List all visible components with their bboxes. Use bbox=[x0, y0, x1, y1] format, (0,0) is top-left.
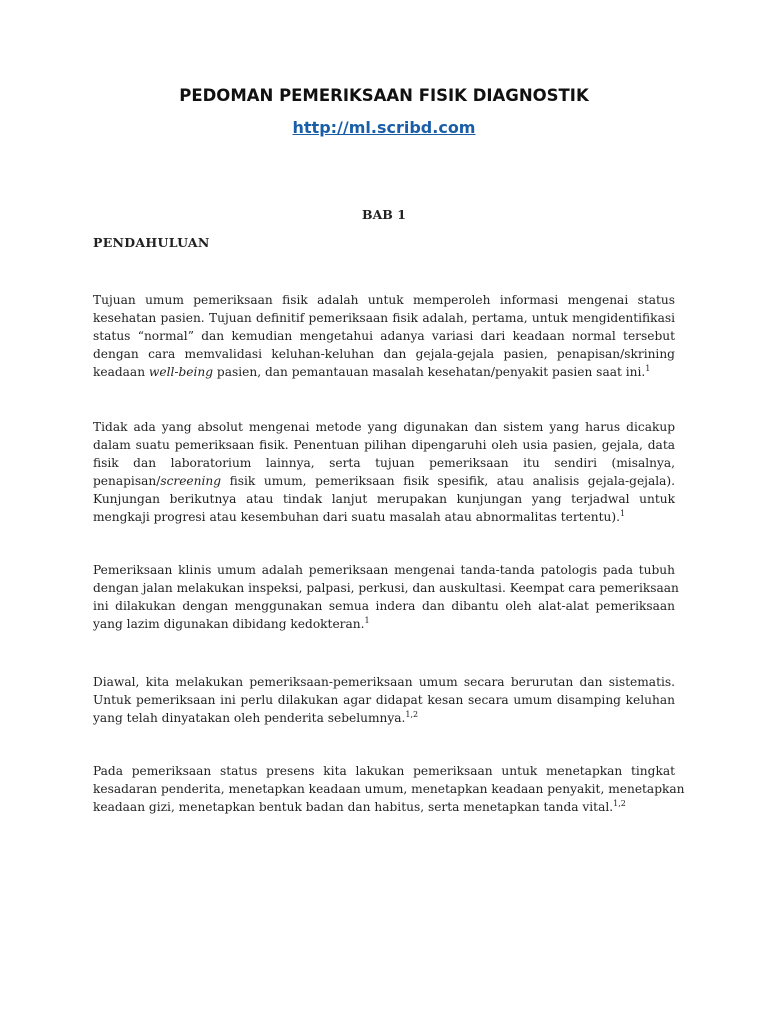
text-line: dengan cara memvalidasi keluhan-keluhan dan gejala-gejala pasien, penapisan/skrining bbox=[93, 347, 675, 361]
italic-term: screening bbox=[160, 474, 222, 488]
text-line: Tidak ada yang absolut mengenai metode yang digunakan dan sistem yang harus dicakup bbox=[93, 420, 675, 434]
reference-superscript: 1 bbox=[645, 363, 651, 373]
text-line bbox=[93, 508, 675, 526]
paragraph-5 bbox=[93, 762, 685, 816]
text-line: dalam suatu pemeriksaan fisik. Penentuan pilihan dipengaruhi oleh usia pasien, gejala, data bbox=[93, 438, 675, 452]
italic-term: well-being bbox=[148, 365, 214, 379]
text-line: status “normal” dan kemudian mengetahui adanya variasi dari keadaan normal tersebut bbox=[93, 329, 675, 343]
text-line: Kunjungan berikutnya atau tindak lanjut merupakan kunjungan yang terjadwal untuk bbox=[93, 492, 675, 506]
chapter-heading: BAB 1 bbox=[362, 207, 406, 222]
text-line: Pemeriksaan klinis umum adalah pemeriksaan mengenai tanda-tanda patologis pada tubuh bbox=[93, 563, 675, 577]
text-line: Pada pemeriksaan status presens kita lakukan pemeriksaan untuk menetapkan tingkat bbox=[93, 764, 675, 778]
text-line: kesadaran penderita, menetapkan keadaan umum, menetapkan keadaan penyakit, menetapkan bbox=[93, 782, 685, 796]
text: penapisan/ bbox=[93, 474, 161, 488]
text-line bbox=[93, 615, 675, 633]
text-line bbox=[93, 798, 675, 816]
text-line: Tujuan umum pemeriksaan fisik adalah untuk memperoleh informasi mengenai status bbox=[93, 293, 675, 307]
source-link[interactable]: http://ml.scribd.com bbox=[292, 118, 476, 137]
paragraph-4 bbox=[93, 673, 675, 727]
paragraph-3 bbox=[93, 561, 679, 633]
text: pasien, dan pemantauan masalah kesehatan/penyakit pasien saat ini. bbox=[213, 365, 646, 379]
text-line bbox=[93, 363, 675, 381]
text: fisik umum, pemeriksaan fisik spesifik, atau analisis gejala-gejala). bbox=[221, 474, 675, 488]
text-line: Untuk pemeriksaan ini perlu dilakukan agar didapat kesan secara umum disamping keluhan bbox=[93, 693, 675, 707]
text: yang lazim digunakan dibidang kedokteran. bbox=[93, 617, 365, 631]
text: keadaan bbox=[93, 365, 149, 379]
reference-superscript: 1,2 bbox=[613, 798, 626, 808]
text-line: Diawal, kita melakukan pemeriksaan-pemeriksaan umum secara berurutan dan sistematis. bbox=[93, 675, 675, 689]
text-line bbox=[93, 709, 675, 727]
text-line: dengan jalan melakukan inspeksi, palpasi, perkusi, dan auskultasi. Keempat cara pemeriksaan bbox=[93, 581, 679, 595]
section-heading: PENDAHULUAN bbox=[93, 235, 210, 250]
paragraph-1 bbox=[93, 291, 675, 381]
reference-superscript: 1 bbox=[620, 508, 626, 518]
paragraph-2 bbox=[93, 418, 675, 526]
text-line: kesehatan pasien. Tujuan definitif pemeriksaan fisik adalah, pertama, untuk mengidentifikasi bbox=[93, 311, 675, 325]
document-title: PEDOMAN PEMERIKSAAN FISIK DIAGNOSTIK bbox=[179, 86, 589, 105]
text-line bbox=[93, 472, 675, 490]
reference-superscript: 1 bbox=[364, 615, 370, 625]
text: mengkaji progresi atau kesembuhan dari suatu masalah atau abnormalitas tertentu). bbox=[93, 510, 621, 524]
text: keadaan gizi, menetapkan bentuk badan dan habitus, serta menetapkan tanda vital. bbox=[93, 800, 614, 814]
reference-superscript: 1,2 bbox=[405, 709, 419, 719]
text: yang telah dinyatakan oleh penderita sebelumnya. bbox=[93, 711, 406, 725]
text-line: ini dilakukan dengan menggunakan semua indera dan dibantu oleh alat-alat pemeriksaan bbox=[93, 599, 675, 613]
text-line: fisik dan laboratorium lainnya, serta tujuan pemeriksaan itu sendiri (misalnya, bbox=[93, 456, 675, 470]
